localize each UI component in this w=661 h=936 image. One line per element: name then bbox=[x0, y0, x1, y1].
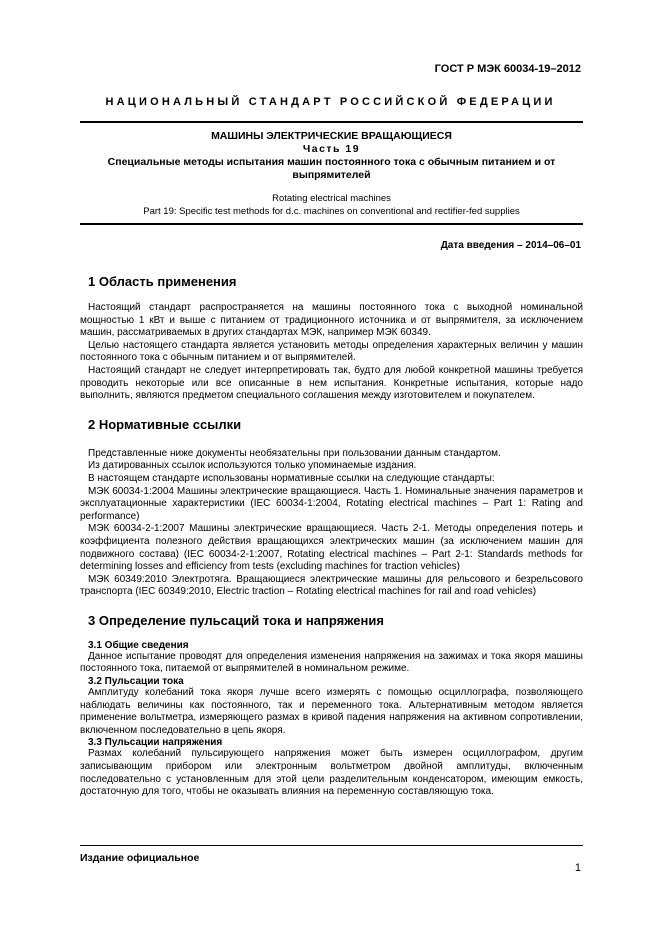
reference-iec-60034-2-1: МЭК 60034-2-1:2007 Машины электрические вращающиеся. Часть 2-1. Методы определения потерь и коэффициента полезного действия вращающихся электрических машин (за исключением машин для подвижного состава) (IEC 60034-2-1:2007, Rotating electrical machines – Part 2-1: Standards methods for determining losses and efficiency from tests (excluding machines for traction vehicles) bbox=[80, 523, 583, 573]
section-1-paragraph: Настоящий стандарт не следует интерпретировать так, будто для любой конкретной машины требуется проводить некоторые или все описанные в нем испытания. Конкретные испытания, которые надо выполнить, являются предметом специального соглашения между изготовителем и покупателем. bbox=[80, 364, 583, 402]
reference-iec-60034-1: МЭК 60034-1:2004 Машины электрические вращающиеся. Часть 1. Номинальные значения параметров и эксплуатационные характеристики (IEC 60034-1:2004, Rotating electrical machines – Part 1: Rating and performance) bbox=[80, 485, 583, 522]
title-en-sub: Part 19: Specific test methods for d.c. machines on conventional and rectifier-fed supplies bbox=[143, 205, 520, 217]
official-edition-label: Издание официальное bbox=[80, 852, 200, 864]
section-3-heading: 3 Определение пульсаций тока и напряжения bbox=[88, 612, 384, 628]
title-rule bbox=[80, 223, 583, 225]
footer-rule bbox=[80, 845, 583, 846]
section-2-paragraph: Представленные ниже документы необязательны при пользовании данным стандартом. bbox=[88, 447, 501, 459]
section-1-heading: 1 Область применения bbox=[88, 274, 237, 289]
section-3-body bbox=[80, 640, 583, 799]
subsection-3-3-heading: 3.3 Пульсации напряжения bbox=[88, 737, 223, 749]
subsection-3-2-heading: 3.2 Пульсации тока bbox=[88, 676, 184, 688]
subsection-3-1-heading: 3.1 Общие сведения bbox=[88, 639, 189, 651]
section-2-heading: 2 Нормативные ссылки bbox=[88, 416, 242, 432]
title-part: Часть 19 bbox=[302, 143, 361, 155]
title-block bbox=[80, 130, 583, 182]
national-standard-heading: НАЦИОНАЛЬНЫЙ СТАНДАРТ РОССИЙСКОЙ ФЕДЕРАЦИИ bbox=[105, 96, 556, 108]
subsection-3-1-paragraph: Данное испытание проводят для определения изменения напряжения на зажимах и тока якоря машины постоянного тока, питаемой от выпрямителей в номинальном режиме. bbox=[80, 650, 583, 675]
reference-iec-60349: МЭК 60349:2010 Электротяга. Вращающиеся электрические машины для рельсового и безрельсового транспорта (IEC 60349:2010, Electric traction – Rotating electrical machines for rail and road vehicles) bbox=[80, 573, 583, 598]
document-id: ГОСТ Р МЭК 60034-19–2012 bbox=[434, 63, 581, 75]
section-1-body bbox=[80, 302, 583, 403]
section-2-paragraph: Из датированных ссылок используются только упоминаемые издания. bbox=[88, 460, 417, 472]
section-1-paragraph: Настоящий стандарт распространяется на машины постоянного тока с выходной номинальной мощностью 1 кВт и выше с питанием от традиционного источника и от выпрямителя, за исключением машин, рассматриваемых в других стандартах МЭК, например МЭК 60349. bbox=[80, 302, 583, 339]
title-english bbox=[80, 193, 583, 218]
top-rule bbox=[80, 121, 583, 123]
subsection-3-2-paragraph: Амплитуду колебаний тока якоря лучше всего измерять с помощью осциллографа, позволяющего наблюдать величины как постоянного, так и переменного тока. Альтернативным методом является применение вольтметра, измеряющего размах в кривой падения напряжения на активном сопротивлении, включенном последовательно в цепь якоря. bbox=[80, 687, 583, 736]
intro-date: Дата введения – 2014–06–01 bbox=[440, 240, 581, 251]
section-2-body bbox=[80, 448, 583, 599]
title-subtitle: Специальные методы испытания машин постоянного тока с обычным питанием и от выпрямителей bbox=[107, 156, 556, 181]
main-content bbox=[80, 274, 583, 799]
section-2-paragraph: В настоящем стандарте использованы нормативные ссылки на следующие стандарты: bbox=[88, 472, 495, 484]
subsection-3-3-paragraph: Размах колебаний пульсирующего напряжения может быть измерен осциллографом, другим записывающим прибором или электронным вольтметром двойной амплитуды, включенным последовательно с установленным для этой цели разделительным конденсатором, имеющим емкость, достаточную для того, чтобы не оказывать влияния на переменную составляющую тока. bbox=[80, 748, 583, 798]
page-number: 1 bbox=[574, 862, 581, 874]
title-en-main: Rotating electrical machines bbox=[272, 193, 391, 204]
section-1-paragraph: Целью настоящего стандарта является установить методы определения характерных величин у машин постоянного тока с обычным питанием и от выпрямителей. bbox=[80, 339, 583, 364]
title-main: МАШИНЫ ЭЛЕКТРИЧЕСКИЕ ВРАЩАЮЩИЕСЯ bbox=[211, 130, 452, 142]
